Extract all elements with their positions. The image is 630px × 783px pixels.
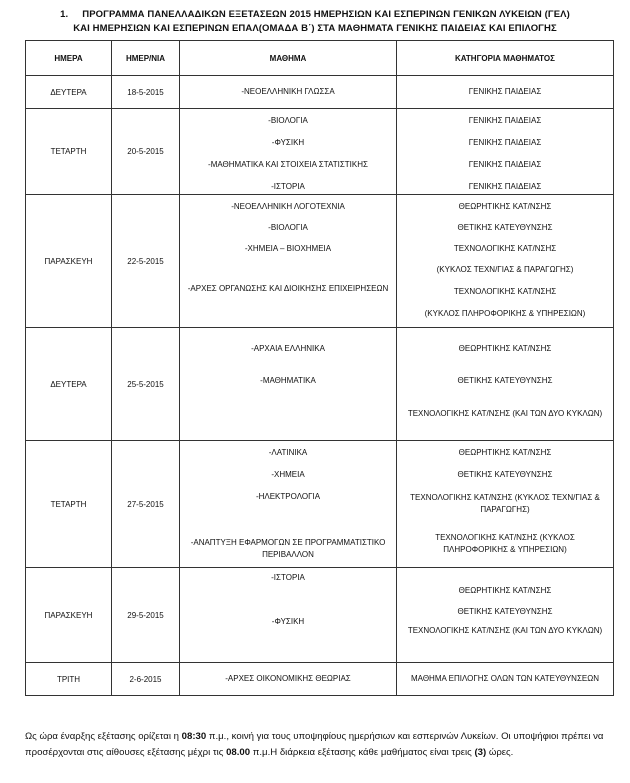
subject-line: -ΧΗΜΕΙΑ – ΒΙΟΧΗΜΕΙΑ — [244, 244, 332, 253]
header-category: ΚΑΤΗΓΟΡΙΑ ΜΑΘΗΜΑΤΟΣ — [397, 41, 614, 76]
row-day: ΤΕΤΑΡΤΗ — [26, 441, 112, 568]
subject-line: -ΙΣΤΟΡΙΑ — [271, 182, 305, 191]
title-line-1: ΠΡΟΓΡΑΜΜΑ ΠΑΝΕΛΛΑΔΙΚΩΝ ΕΞΕΤΑΣΕΩΝ 2015 ΗΜΕΡΗΣΙΩΝ ΚΑΙ ΕΣΠΕΡΙΝΩΝ ΓΕΝΙΚΩΝ ΛΥΚΕΙΩΝ (ΓΕΛ) — [82, 9, 570, 20]
row-categories — [397, 441, 614, 568]
subject-line: -ΜΑΘΗΜΑΤΙΚΑ — [260, 376, 316, 385]
category-line: ΠΛΗΡΟΦΟΡΙΚΗΣ & ΥΠΗΡΕΣΙΩΝ) — [443, 545, 567, 554]
category-line: ΤΕΧΝΟΛΟΓΙΚΗΣ ΚΑΤ/ΝΣΗΣ (ΚΑΙ ΤΩΝ ΔΥΟ ΚΥΚΛΩΝ) — [407, 409, 603, 418]
row-date: 22-5-2015 — [112, 195, 180, 328]
row-categories — [397, 328, 614, 441]
row-categories — [397, 195, 614, 328]
table-row — [26, 568, 614, 663]
category-line: ΘΕΩΡΗΤΙΚΗΣ ΚΑΤ/ΝΣΗΣ — [458, 586, 552, 595]
row-subjects — [180, 195, 397, 328]
subject-line: -ΒΙΟΛΟΓΙΑ — [268, 223, 308, 232]
row-day: ΔΕΥΤΕΡΑ — [26, 328, 112, 441]
row-subjects — [180, 76, 397, 109]
row-subjects — [180, 568, 397, 663]
row-subjects — [180, 663, 397, 696]
subject-line: -ΦΥΣΙΚΗ — [271, 617, 305, 626]
arrival-time: 08.00 — [226, 747, 251, 758]
row-subjects — [180, 109, 397, 195]
row-day: ΔΕΥΤΕΡΑ — [26, 76, 112, 109]
subject-line: -ΝΕΟΕΛΛΗΝΙΚΗ ΓΛΩΣΣΑ — [241, 87, 335, 96]
row-date: 18-5-2015 — [112, 76, 180, 109]
row-date: 29-5-2015 — [112, 568, 180, 663]
row-date: 20-5-2015 — [112, 109, 180, 195]
subject-line: -ΙΣΤΟΡΙΑ — [271, 573, 305, 582]
table-row — [26, 76, 614, 109]
row-day: ΤΕΤΑΡΤΗ — [26, 109, 112, 195]
category-line: ΓΕΝΙΚΗΣ ΠΑΙΔΕΙΑΣ — [468, 87, 542, 96]
category-line: ΘΕΩΡΗΤΙΚΗΣ ΚΑΤ/ΝΣΗΣ — [458, 202, 552, 211]
row-date: 27-5-2015 — [112, 441, 180, 568]
category-line: ΤΕΧΝΟΛΟΓΙΚΗΣ ΚΑΤ/ΝΣΗΣ — [453, 287, 557, 296]
subject-line: -ΝΕΟΕΛΛΗΝΙΚΗ ΛΟΓΟΤΕΧΝΙΑ — [231, 202, 345, 211]
row-date: 2-6-2015 — [112, 663, 180, 696]
title-number: 1. — [60, 9, 69, 20]
table-row — [26, 195, 614, 328]
row-date: 25-5-2015 — [112, 328, 180, 441]
subject-line: -ΒΙΟΛΟΓΙΑ — [268, 116, 308, 125]
subject-line: -ΗΛΕΚΤΡΟΛΟΓΙΑ — [255, 492, 321, 501]
table-row — [26, 663, 614, 696]
category-line: ΘΕΤΙΚΗΣ ΚΑΤΕΥΘΥΝΣΗΣ — [457, 376, 553, 385]
category-line: (ΚΥΚΛΟΣ ΤΕΧΝ/ΓΙΑΣ & ΠΑΡΑΓΩΓΗΣ) — [436, 265, 574, 274]
header-day: ΗΜΕΡΑ — [26, 41, 112, 76]
category-line: ΓΕΝΙΚΗΣ ΠΑΙΔΕΙΑΣ — [468, 116, 542, 125]
title-line-2: ΚΑΙ ΗΜΕΡΗΣΙΩΝ ΚΑΙ ΕΣΠΕΡΙΝΩΝ ΕΠΑΛ(ΟΜΑΔΑ Β΄) ΣΤΑ ΜΑΘΗΜΑΤΑ ΓΕΝΙΚΗΣ ΠΑΙΔΕΙΑΣ ΚΑΙ ΕΠΙΛΟΓΗΣ — [73, 23, 557, 34]
header-subject: ΜΑΘΗΜΑ — [180, 41, 397, 76]
row-subjects — [180, 441, 397, 568]
header-date: ΗΜΕΡ/ΝΙΑ — [112, 41, 180, 76]
row-categories — [397, 76, 614, 109]
table-row — [26, 109, 614, 195]
subject-line: -ΧΗΜΕΙΑ — [271, 470, 305, 479]
category-line: (ΚΥΚΛΟΣ ΠΛΗΡΟΦΟΡΙΚΗΣ & ΥΠΗΡΕΣΙΩΝ) — [424, 309, 586, 318]
category-line: ΘΕΤΙΚΗΣ ΚΑΤΕΥΘΥΝΣΗΣ — [457, 223, 553, 232]
category-line: ΘΕΤΙΚΗΣ ΚΑΤΕΥΘΥΝΣΗΣ — [457, 607, 553, 616]
category-line: ΤΕΧΝΟΛΟΓΙΚΗΣ ΚΑΤ/ΝΣΗΣ (ΚΥΚΛΟΣ — [435, 533, 575, 542]
category-line: ΘΕΩΡΗΤΙΚΗΣ ΚΑΤ/ΝΣΗΣ — [458, 344, 552, 353]
category-line: ΓΕΝΙΚΗΣ ΠΑΙΔΕΙΑΣ — [468, 160, 542, 169]
category-line: ΓΕΝΙΚΗΣ ΠΑΙΔΕΙΑΣ — [468, 182, 542, 191]
subject-line: -ΦΥΣΙΚΗ — [271, 138, 305, 147]
subject-line: -ΜΑΘΗΜΑΤΙΚΑ ΚΑΙ ΣΤΟΙΧΕΙΑ ΣΤΑΤΙΣΤΙΚΗΣ — [208, 160, 368, 169]
category-line: ΤΕΧΝΟΛΟΓΙΚΗΣ ΚΑΤ/ΝΣΗΣ — [453, 244, 557, 253]
subject-line: ΠΕΡΙΒΑΛΛΟΝ — [262, 550, 314, 559]
row-day: ΤΡΙΤΗ — [26, 663, 112, 696]
category-line: ΘΕΤΙΚΗΣ ΚΑΤΕΥΘΥΝΣΗΣ — [457, 470, 553, 479]
category-line: ΠΑΡΑΓΩΓΗΣ) — [480, 505, 530, 514]
category-line: ΓΕΝΙΚΗΣ ΠΑΙΔΕΙΑΣ — [468, 138, 542, 147]
subject-line: -ΑΡΧΑΙΑ ΕΛΛΗΝΙΚΑ — [251, 344, 325, 353]
table-row — [26, 328, 614, 441]
row-subjects — [180, 328, 397, 441]
subject-line: -ΛΑΤΙΝΙΚΑ — [268, 448, 308, 457]
subject-line: -ΑΡΧΕΣ ΟΙΚΟΝΟΜΙΚΗΣ ΘΕΩΡΙΑΣ — [225, 674, 351, 683]
table-row — [26, 441, 614, 568]
table-header-row — [26, 41, 614, 76]
category-line: ΘΕΩΡΗΤΙΚΗΣ ΚΑΤ/ΝΣΗΣ — [458, 448, 552, 457]
category-line: ΤΕΧΝΟΛΟΓΙΚΗΣ ΚΑΤ/ΝΣΗΣ (ΚΥΚΛΟΣ ΤΕΧΝ/ΓΙΑΣ & — [410, 493, 600, 502]
exam-time-note: Ως ώρα έναρξης εξέτασης ορίζεται η 08:30 π.μ., κοινή για τους υποψηφίους ημερήσιων και εσπερινών Λυκείων. Οι υποψήφιοι πρέπει να προσέρχονται στις αίθουσες εξέτασης μέχρι τις 08.00 π.μ.Η διάρκεια εξέτασης κάθε μαθήματος είναι τρεις (3) ώρες. — [25, 731, 604, 758]
subject-line: -ΑΝΑΠΤΥΞΗ ΕΦΑΡΜΟΓΩΝ ΣΕ ΠΡΟΓΡΑΜΜΑΤΙΣΤΙΚΟ — [190, 538, 386, 547]
exam-schedule-table — [25, 40, 614, 696]
row-day: ΠΑΡΑΣΚΕΥΗ — [26, 568, 112, 663]
document-title — [0, 8, 630, 36]
row-categories — [397, 568, 614, 663]
row-categories — [397, 663, 614, 696]
row-categories — [397, 109, 614, 195]
start-time: 08:30 — [181, 731, 207, 742]
subject-line: -ΑΡΧΕΣ ΟΡΓΑΝΩΣΗΣ ΚΑΙ ΔΙΟΙΚΗΣΗΣ ΕΠΙΧΕΙΡΗΣΕΩΝ — [187, 284, 389, 293]
category-line: ΤΕΧΝΟΛΟΓΙΚΗΣ ΚΑΤ/ΝΣΗΣ (ΚΑΙ ΤΩΝ ΔΥΟ ΚΥΚΛΩΝ) — [407, 626, 603, 635]
row-day: ΠΑΡΑΣΚΕΥΗ — [26, 195, 112, 328]
category-line: ΜΑΘΗΜΑ ΕΠΙΛΟΓΗΣ ΟΛΩΝ ΤΩΝ ΚΑΤΕΥΘΥΝΣΕΩΝ — [411, 674, 599, 683]
duration-hours: (3) — [474, 747, 487, 758]
